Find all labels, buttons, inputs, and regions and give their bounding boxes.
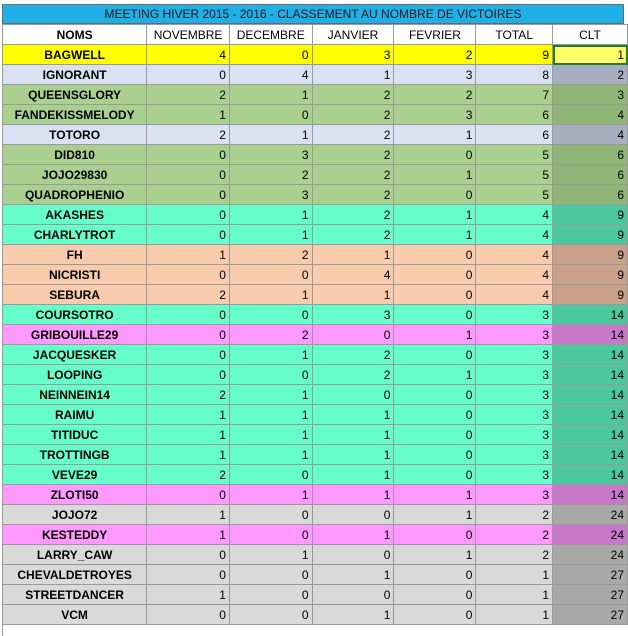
clt-cell[interactable]: 9 bbox=[553, 265, 628, 285]
decembre-cell[interactable]: 1 bbox=[229, 345, 312, 365]
novembre-cell[interactable]: 0 bbox=[147, 165, 230, 185]
clt-cell[interactable]: 24 bbox=[553, 545, 628, 565]
fevrier-cell[interactable]: 2 bbox=[394, 85, 476, 105]
player-name-cell[interactable]: RAIMU bbox=[3, 405, 147, 425]
player-name-cell[interactable]: QUADROPHENIO bbox=[3, 185, 147, 205]
decembre-cell[interactable]: 1 bbox=[229, 205, 312, 225]
fevrier-cell[interactable]: 0 bbox=[394, 265, 476, 285]
table-row bbox=[3, 305, 628, 325]
player-name-cell[interactable]: NEINNEIN14 bbox=[3, 385, 147, 405]
fevrier-cell[interactable]: 3 bbox=[394, 105, 476, 125]
total-cell[interactable]: 9 bbox=[476, 45, 553, 65]
table-row bbox=[3, 245, 628, 265]
player-name-cell[interactable]: TROTTINGB bbox=[3, 445, 147, 465]
clt-cell[interactable]: 24 bbox=[553, 505, 628, 525]
total-cell[interactable]: 3 bbox=[476, 325, 553, 345]
clt-cell[interactable]: 6 bbox=[553, 165, 628, 185]
sheet-continuation bbox=[2, 624, 625, 636]
decembre-cell[interactable]: 0 bbox=[229, 465, 312, 485]
janvier-cell[interactable]: 0 bbox=[312, 385, 394, 405]
decembre-cell[interactable]: 0 bbox=[229, 505, 312, 525]
clt-cell[interactable]: 27 bbox=[553, 585, 628, 605]
table-row bbox=[3, 585, 628, 605]
total-cell[interactable]: 1 bbox=[476, 585, 553, 605]
total-cell[interactable]: 5 bbox=[476, 185, 553, 205]
janvier-cell[interactable]: 1 bbox=[312, 605, 394, 625]
clt-cell[interactable]: 27 bbox=[553, 605, 628, 625]
janvier-cell[interactable]: 2 bbox=[312, 365, 394, 385]
janvier-cell[interactable]: 0 bbox=[312, 325, 394, 345]
total-cell[interactable]: 3 bbox=[476, 345, 553, 365]
novembre-cell[interactable]: 0 bbox=[147, 485, 230, 505]
total-cell[interactable]: 7 bbox=[476, 85, 553, 105]
table-row bbox=[3, 485, 628, 505]
table-row bbox=[3, 465, 628, 485]
janvier-cell[interactable]: 1 bbox=[312, 525, 394, 545]
clt-cell[interactable]: 14 bbox=[553, 425, 628, 445]
player-name-cell[interactable]: BAGWELL bbox=[3, 45, 147, 65]
janvier-cell[interactable]: 2 bbox=[312, 125, 394, 145]
player-name-cell[interactable]: VCM bbox=[3, 605, 147, 625]
total-cell[interactable]: 2 bbox=[476, 525, 553, 545]
table-row bbox=[3, 265, 628, 285]
header-total[interactable]: TOTAL bbox=[476, 25, 553, 45]
decembre-cell[interactable]: 1 bbox=[229, 125, 312, 145]
clt-cell[interactable]: 6 bbox=[553, 145, 628, 165]
novembre-cell[interactable]: 2 bbox=[147, 85, 230, 105]
janvier-cell[interactable]: 1 bbox=[312, 565, 394, 585]
novembre-cell[interactable]: 1 bbox=[147, 505, 230, 525]
novembre-cell[interactable]: 0 bbox=[147, 205, 230, 225]
player-name-cell[interactable]: QUEENSGLORY bbox=[3, 85, 147, 105]
janvier-cell[interactable]: 1 bbox=[312, 445, 394, 465]
janvier-cell[interactable]: 1 bbox=[312, 425, 394, 445]
fevrier-cell[interactable]: 0 bbox=[394, 585, 476, 605]
total-cell[interactable]: 4 bbox=[476, 285, 553, 305]
novembre-cell[interactable]: 1 bbox=[147, 585, 230, 605]
clt-cell[interactable]: 3 bbox=[553, 85, 628, 105]
decembre-cell[interactable]: 1 bbox=[229, 385, 312, 405]
header-decembre[interactable]: DECEMBRE bbox=[229, 25, 312, 45]
janvier-cell[interactable]: 0 bbox=[312, 585, 394, 605]
fevrier-cell[interactable]: 0 bbox=[394, 185, 476, 205]
fevrier-cell[interactable]: 0 bbox=[394, 245, 476, 265]
decembre-cell[interactable]: 3 bbox=[229, 145, 312, 165]
total-cell[interactable]: 4 bbox=[476, 245, 553, 265]
novembre-cell[interactable]: 0 bbox=[147, 265, 230, 285]
decembre-cell[interactable]: 1 bbox=[229, 425, 312, 445]
fevrier-cell[interactable]: 0 bbox=[394, 465, 476, 485]
clt-cell[interactable]: 6 bbox=[553, 185, 628, 205]
janvier-cell[interactable]: 0 bbox=[312, 545, 394, 565]
fevrier-cell[interactable]: 0 bbox=[394, 565, 476, 585]
table-row bbox=[3, 545, 628, 565]
header-row bbox=[3, 25, 628, 45]
player-name-cell[interactable]: ZLOTI50 bbox=[3, 485, 147, 505]
novembre-cell[interactable]: 1 bbox=[147, 425, 230, 445]
total-cell[interactable]: 6 bbox=[476, 125, 553, 145]
decembre-cell[interactable]: 1 bbox=[229, 405, 312, 425]
fevrier-cell[interactable]: 0 bbox=[394, 445, 476, 465]
table-row bbox=[3, 145, 628, 165]
total-cell[interactable]: 2 bbox=[476, 505, 553, 525]
total-cell[interactable]: 3 bbox=[476, 485, 553, 505]
table-row bbox=[3, 565, 628, 585]
table-row bbox=[3, 605, 628, 625]
janvier-cell[interactable]: 1 bbox=[312, 485, 394, 505]
player-name-cell[interactable]: DID810 bbox=[3, 145, 147, 165]
novembre-cell[interactable]: 0 bbox=[147, 365, 230, 385]
player-name-cell[interactable]: JOJO29830 bbox=[3, 165, 147, 185]
novembre-cell[interactable]: 0 bbox=[147, 225, 230, 245]
player-name-cell[interactable]: AKASHES bbox=[3, 205, 147, 225]
novembre-cell[interactable]: 2 bbox=[147, 125, 230, 145]
clt-cell[interactable]: 4 bbox=[553, 125, 628, 145]
total-cell[interactable]: 8 bbox=[476, 65, 553, 85]
table-row bbox=[3, 285, 628, 305]
table-row bbox=[3, 45, 628, 65]
janvier-cell[interactable]: 2 bbox=[312, 105, 394, 125]
player-name-cell[interactable]: IGNORANT bbox=[3, 65, 147, 85]
clt-cell[interactable]: 14 bbox=[553, 405, 628, 425]
player-name-cell[interactable]: VEVE29 bbox=[3, 465, 147, 485]
decembre-cell[interactable]: 1 bbox=[229, 545, 312, 565]
fevrier-cell[interactable]: 1 bbox=[394, 205, 476, 225]
fevrier-cell[interactable]: 0 bbox=[394, 605, 476, 625]
total-cell[interactable]: 5 bbox=[476, 165, 553, 185]
player-name-cell[interactable]: JOJO72 bbox=[3, 505, 147, 525]
total-cell[interactable]: 6 bbox=[476, 105, 553, 125]
player-name-cell[interactable]: COURSOTRO bbox=[3, 305, 147, 325]
clt-cell[interactable]: 14 bbox=[553, 445, 628, 465]
table-row bbox=[3, 525, 628, 545]
player-name-cell[interactable]: TITIDUC bbox=[3, 425, 147, 445]
novembre-cell[interactable]: 0 bbox=[147, 345, 230, 365]
total-cell[interactable]: 5 bbox=[476, 145, 553, 165]
clt-cell[interactable]: 9 bbox=[553, 285, 628, 305]
novembre-cell[interactable]: 0 bbox=[147, 305, 230, 325]
player-name-cell[interactable]: CHARLYTROT bbox=[3, 225, 147, 245]
novembre-cell[interactable]: 4 bbox=[147, 45, 230, 65]
table-row bbox=[3, 85, 628, 105]
player-name-cell[interactable]: CHEVALDETROYES bbox=[3, 565, 147, 585]
total-cell[interactable]: 4 bbox=[476, 265, 553, 285]
table-body bbox=[3, 45, 628, 625]
janvier-cell[interactable]: 4 bbox=[312, 265, 394, 285]
janvier-cell[interactable]: 3 bbox=[312, 305, 394, 325]
novembre-cell[interactable]: 2 bbox=[147, 465, 230, 485]
decembre-cell[interactable]: 0 bbox=[229, 265, 312, 285]
table-row bbox=[3, 425, 628, 445]
fevrier-cell[interactable]: 1 bbox=[394, 165, 476, 185]
fevrier-cell[interactable]: 0 bbox=[394, 425, 476, 445]
clt-cell[interactable]: 14 bbox=[553, 365, 628, 385]
janvier-cell[interactable]: 1 bbox=[312, 465, 394, 485]
total-cell[interactable]: 4 bbox=[476, 205, 553, 225]
decembre-cell[interactable]: 2 bbox=[229, 165, 312, 185]
total-cell[interactable]: 3 bbox=[476, 305, 553, 325]
player-name-cell[interactable]: NICRISTI bbox=[3, 265, 147, 285]
table-row bbox=[3, 165, 628, 185]
header-janvier[interactable]: JANVIER bbox=[312, 25, 394, 45]
decembre-cell[interactable]: 0 bbox=[229, 45, 312, 65]
clt-cell[interactable]: 1 bbox=[553, 45, 628, 65]
decembre-cell[interactable]: 0 bbox=[229, 105, 312, 125]
janvier-cell[interactable]: 2 bbox=[312, 345, 394, 365]
fevrier-cell[interactable]: 0 bbox=[394, 525, 476, 545]
player-name-cell[interactable]: STREETDANCER bbox=[3, 585, 147, 605]
fevrier-cell[interactable]: 0 bbox=[394, 305, 476, 325]
clt-cell[interactable]: 14 bbox=[553, 345, 628, 365]
novembre-cell[interactable]: 0 bbox=[147, 565, 230, 585]
janvier-cell[interactable]: 1 bbox=[312, 405, 394, 425]
decembre-cell[interactable]: 2 bbox=[229, 325, 312, 345]
total-cell[interactable]: 3 bbox=[476, 425, 553, 445]
table-row bbox=[3, 325, 628, 345]
clt-cell[interactable]: 27 bbox=[553, 565, 628, 585]
fevrier-cell[interactable]: 1 bbox=[394, 225, 476, 245]
clt-cell[interactable]: 9 bbox=[553, 205, 628, 225]
fevrier-cell[interactable]: 0 bbox=[394, 405, 476, 425]
fevrier-cell[interactable]: 2 bbox=[394, 45, 476, 65]
player-name-cell[interactable]: TOTORO bbox=[3, 125, 147, 145]
fevrier-cell[interactable]: 3 bbox=[394, 65, 476, 85]
table-row bbox=[3, 125, 628, 145]
sheet-title[interactable]: MEETING HIVER 2015 - 2016 - CLASSEMENT AU NOMBRE DE VICTOIRES bbox=[2, 4, 624, 24]
novembre-cell[interactable]: 1 bbox=[147, 525, 230, 545]
player-name-cell[interactable]: LOOPING bbox=[3, 365, 147, 385]
clt-cell[interactable]: 14 bbox=[553, 305, 628, 325]
novembre-cell[interactable]: 1 bbox=[147, 445, 230, 465]
janvier-cell[interactable]: 2 bbox=[312, 185, 394, 205]
novembre-cell[interactable]: 2 bbox=[147, 385, 230, 405]
fevrier-cell[interactable]: 0 bbox=[394, 345, 476, 365]
decembre-cell[interactable]: 4 bbox=[229, 65, 312, 85]
decembre-cell[interactable]: 2 bbox=[229, 245, 312, 265]
total-cell[interactable]: 1 bbox=[476, 565, 553, 585]
janvier-cell[interactable]: 0 bbox=[312, 505, 394, 525]
decembre-cell[interactable]: 1 bbox=[229, 225, 312, 245]
decembre-cell[interactable]: 0 bbox=[229, 365, 312, 385]
janvier-cell[interactable]: 2 bbox=[312, 225, 394, 245]
fevrier-cell[interactable]: 1 bbox=[394, 505, 476, 525]
janvier-cell[interactable]: 1 bbox=[312, 285, 394, 305]
fevrier-cell[interactable]: 1 bbox=[394, 485, 476, 505]
decembre-cell[interactable]: 1 bbox=[229, 85, 312, 105]
janvier-cell[interactable]: 2 bbox=[312, 145, 394, 165]
decembre-cell[interactable]: 0 bbox=[229, 525, 312, 545]
decembre-cell[interactable]: 1 bbox=[229, 445, 312, 465]
total-cell[interactable]: 4 bbox=[476, 225, 553, 245]
decembre-cell[interactable]: 3 bbox=[229, 185, 312, 205]
novembre-cell[interactable]: 1 bbox=[147, 405, 230, 425]
janvier-cell[interactable]: 3 bbox=[312, 45, 394, 65]
janvier-cell[interactable]: 1 bbox=[312, 65, 394, 85]
table-row bbox=[3, 65, 628, 85]
player-name-cell[interactable]: FH bbox=[3, 245, 147, 265]
decembre-cell[interactable]: 0 bbox=[229, 305, 312, 325]
table-row bbox=[3, 405, 628, 425]
header-novembre[interactable]: NOVEMBRE bbox=[147, 25, 230, 45]
player-name-cell[interactable]: FANDEKISSMELODY bbox=[3, 105, 147, 125]
decembre-cell[interactable]: 1 bbox=[229, 285, 312, 305]
total-cell[interactable]: 3 bbox=[476, 405, 553, 425]
fevrier-cell[interactable]: 1 bbox=[394, 365, 476, 385]
decembre-cell[interactable]: 0 bbox=[229, 585, 312, 605]
player-name-cell[interactable]: KESTEDDY bbox=[3, 525, 147, 545]
total-cell[interactable]: 3 bbox=[476, 385, 553, 405]
novembre-cell[interactable]: 0 bbox=[147, 605, 230, 625]
decembre-cell[interactable]: 0 bbox=[229, 605, 312, 625]
janvier-cell[interactable]: 2 bbox=[312, 85, 394, 105]
decembre-cell[interactable]: 1 bbox=[229, 485, 312, 505]
table-row bbox=[3, 205, 628, 225]
total-cell[interactable]: 3 bbox=[476, 445, 553, 465]
player-name-cell[interactable]: SEBURA bbox=[3, 285, 147, 305]
table-row bbox=[3, 105, 628, 125]
ranking-table bbox=[2, 24, 628, 625]
player-name-cell[interactable]: LARRY_CAW bbox=[3, 545, 147, 565]
table-row bbox=[3, 505, 628, 525]
total-cell[interactable]: 1 bbox=[476, 605, 553, 625]
player-name-cell[interactable]: GRIBOUILLE29 bbox=[3, 325, 147, 345]
novembre-cell[interactable]: 0 bbox=[147, 185, 230, 205]
clt-cell[interactable]: 14 bbox=[553, 485, 628, 505]
total-cell[interactable]: 3 bbox=[476, 465, 553, 485]
clt-cell[interactable]: 14 bbox=[553, 325, 628, 345]
novembre-cell[interactable]: 0 bbox=[147, 325, 230, 345]
table-row bbox=[3, 445, 628, 465]
novembre-cell[interactable]: 0 bbox=[147, 145, 230, 165]
table-row bbox=[3, 345, 628, 365]
fevrier-cell[interactable]: 0 bbox=[394, 285, 476, 305]
header-clt[interactable]: CLT bbox=[553, 25, 628, 45]
janvier-cell[interactable]: 2 bbox=[312, 165, 394, 185]
novembre-cell[interactable]: 0 bbox=[147, 545, 230, 565]
clt-cell[interactable]: 9 bbox=[553, 225, 628, 245]
novembre-cell[interactable]: 1 bbox=[147, 245, 230, 265]
table-row bbox=[3, 225, 628, 245]
novembre-cell[interactable]: 0 bbox=[147, 65, 230, 85]
novembre-cell[interactable]: 2 bbox=[147, 285, 230, 305]
fevrier-cell[interactable]: 0 bbox=[394, 145, 476, 165]
fevrier-cell[interactable]: 1 bbox=[394, 325, 476, 345]
table-row bbox=[3, 385, 628, 405]
janvier-cell[interactable]: 2 bbox=[312, 205, 394, 225]
novembre-cell[interactable]: 1 bbox=[147, 105, 230, 125]
decembre-cell[interactable]: 0 bbox=[229, 565, 312, 585]
header-noms[interactable]: NOMS bbox=[3, 25, 147, 45]
table-row bbox=[3, 365, 628, 385]
clt-cell[interactable]: 4 bbox=[553, 105, 628, 125]
table-row bbox=[3, 185, 628, 205]
fevrier-cell[interactable]: 1 bbox=[394, 545, 476, 565]
fevrier-cell[interactable]: 0 bbox=[394, 385, 476, 405]
clt-cell[interactable]: 2 bbox=[553, 65, 628, 85]
janvier-cell[interactable]: 1 bbox=[312, 245, 394, 265]
clt-cell[interactable]: 24 bbox=[553, 525, 628, 545]
clt-cell[interactable]: 14 bbox=[553, 385, 628, 405]
player-name-cell[interactable]: JACQUESKER bbox=[3, 345, 147, 365]
header-fevrier[interactable]: FEVRIER bbox=[394, 25, 476, 45]
clt-cell[interactable]: 14 bbox=[553, 465, 628, 485]
fevrier-cell[interactable]: 1 bbox=[394, 125, 476, 145]
total-cell[interactable]: 2 bbox=[476, 545, 553, 565]
total-cell[interactable]: 3 bbox=[476, 365, 553, 385]
clt-cell[interactable]: 9 bbox=[553, 245, 628, 265]
